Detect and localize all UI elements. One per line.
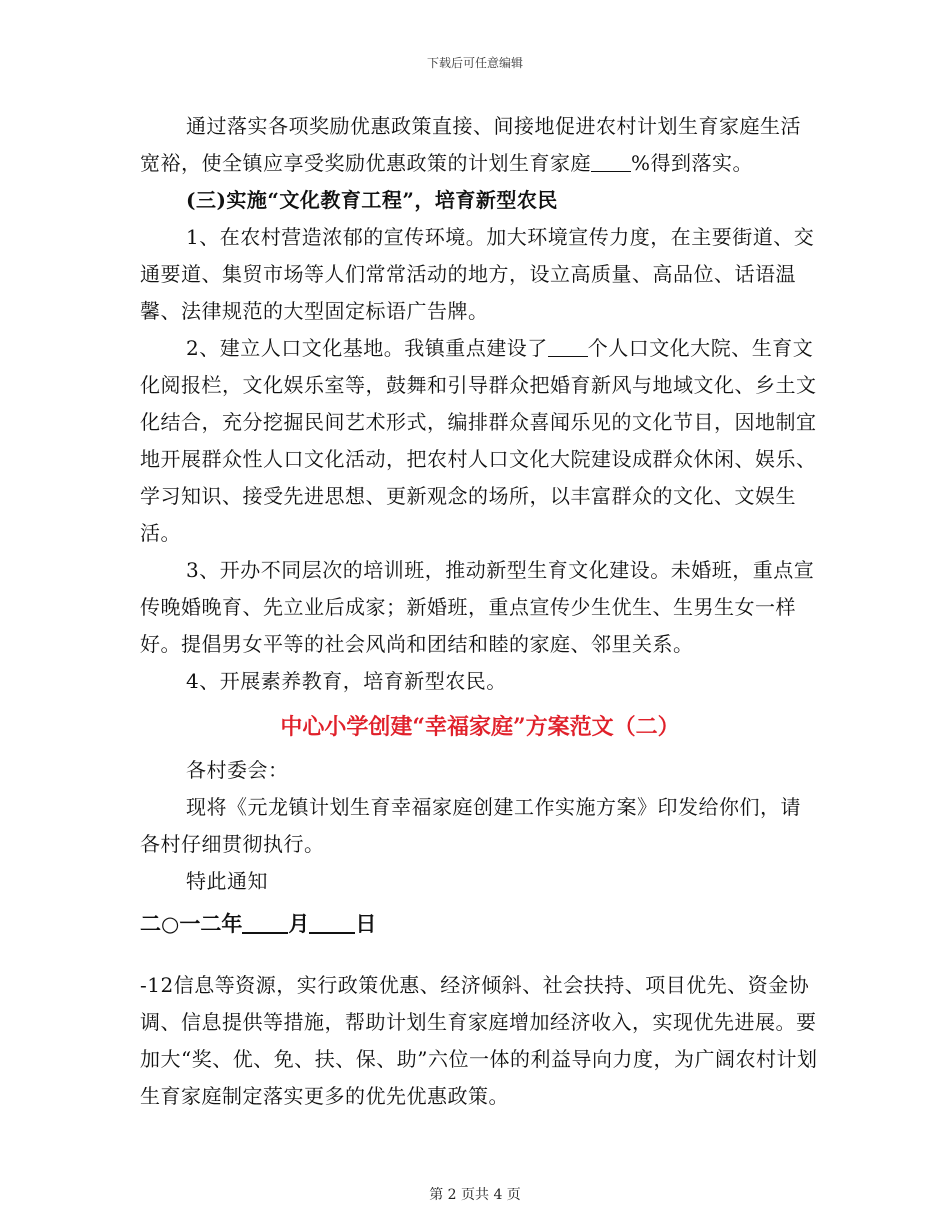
section-heading: (三)实施“文化教育工程”，培育新型农民 xyxy=(186,188,558,212)
blank-line xyxy=(548,336,588,357)
notice-closing: 特此通知 xyxy=(186,869,268,893)
notice-paragraph: 现将《元龙镇计划生育幸福家庭创建工作实施方案》印发给你们，请各村仔细贯彻执行。 xyxy=(140,795,801,856)
date-day: 日 xyxy=(355,911,377,936)
list-item-3: 3、开办不同层次的培训班，推动新型生育文化建设。未婚班，重点宣传晚婚晚育、先立业后成家；新婚班，重点宣传少生优生、生男生女一样好。提倡男女平等的社会风尚和团结和睦的家庭、邻里关系。 xyxy=(140,558,815,656)
date-year: 二○一二年 xyxy=(140,911,243,936)
salutation: 各村委会： xyxy=(186,758,289,782)
closing-paragraph: -12信息等资源，实行政策优惠、经济倾斜、社会扶持、项目优先、资金协调、信息提供等措施，帮助计划生育家庭增加经济收入，实现优先进展。要加大“奖、优、免、扶、保、助”六位一体的利益导向力度，为广阔农村计划生育家庭制定落实更多的优先优惠政策。 xyxy=(140,973,818,1108)
paragraph-text: %得到落实。 xyxy=(631,151,754,175)
page-header: 下载后可任意编辑 xyxy=(426,56,523,70)
list-item-4: 4、开展素养教育，培育新型农民。 xyxy=(186,669,507,693)
date-month: 月 xyxy=(288,911,310,936)
date-line xyxy=(140,902,820,946)
document-body xyxy=(140,108,820,1115)
blank-line xyxy=(309,910,355,934)
paragraph-text: 个人口文化大院、生育文化阅报栏，文化娱乐室等，鼓舞和引导群众把婚育新风与地域文化、乡土文化结合，充分挖掘民间艺术形式，编排群众喜闻乐见的文化节目，因地制宜地开展群众性人口文化活动，把农村人口文化大院建设成群众休闲、娱乐、学习知识、接受先进思想、更新观念的场所，以丰富群众的文化、文娱生活。 xyxy=(140,336,817,545)
paragraph-text: 通过落实各项奖励优惠政策直接、间接地促进农村计划生育家庭生活宽裕，使全镇应享受奖励优惠政策的计划生育家庭 xyxy=(140,114,801,175)
list-item-1: 1、在农村营造浓郁的宣传环境。加大环境宣传力度，在主要街道、交通要道、集贸市场等人们常常活动的地方，设立高质量、高品位、话语温馨、法律规范的大型固定标语广告牌。 xyxy=(140,225,815,323)
document-title: 中心小学创建“幸福家庭”方案范文（二） xyxy=(280,714,680,740)
blank-line xyxy=(591,151,631,172)
list-item-2 xyxy=(140,330,820,552)
page-footer: 第 2 页共 4 页 xyxy=(429,1187,521,1203)
blank-line xyxy=(242,910,288,934)
paragraph-text: 2、建立人口文化基地。我镇重点建设了 xyxy=(186,336,548,360)
paragraph-incentive-policy xyxy=(140,108,820,182)
